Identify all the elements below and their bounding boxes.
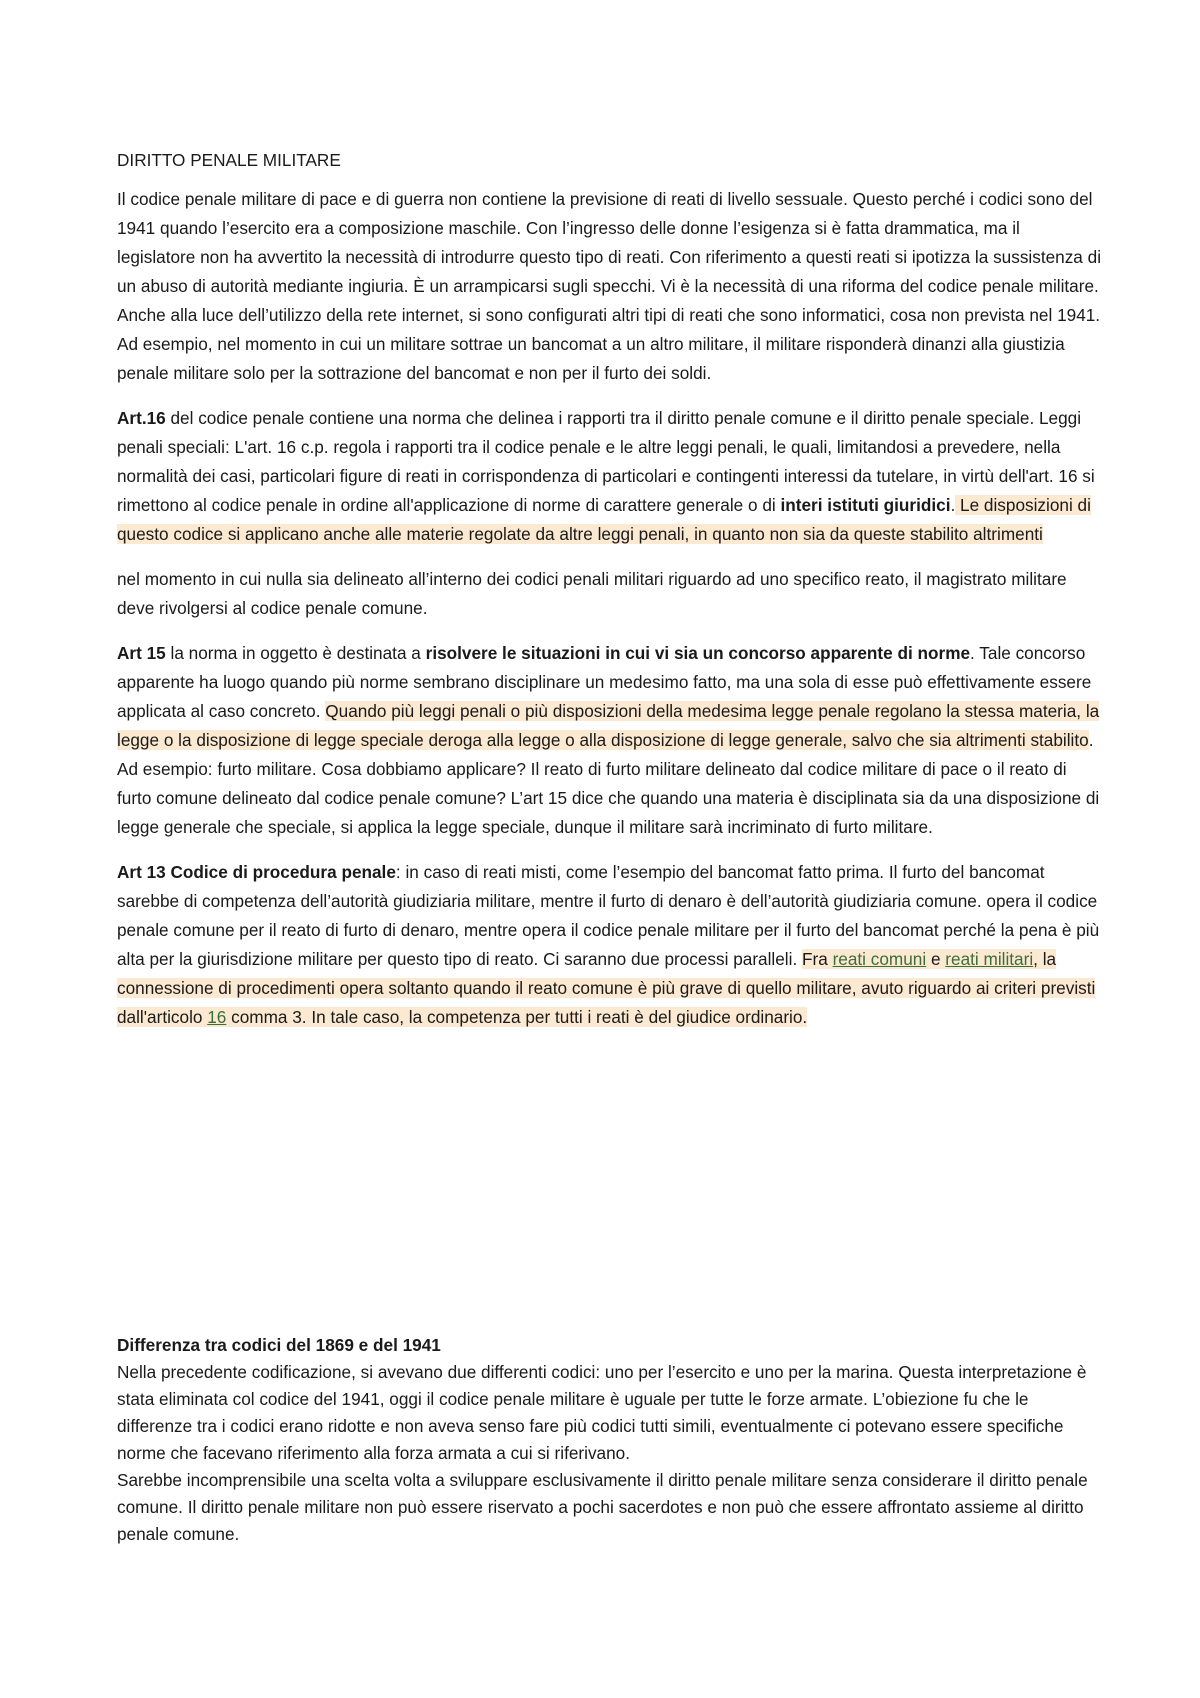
art13-paragraph — [117, 858, 1102, 1032]
document-page — [117, 146, 1102, 1544]
art16-label: Art.16 — [117, 408, 166, 428]
intro-paragraph: Il codice penale militare di pace e di guerra non contiene la previsione di reati di livello sessuale. Questo perché i codici sono del 1941 quando l’esercito era a composizione maschile. Con l’ingresso delle donne l’esigenza si è fatta drammatica, ma il legislatore non ha avvertito la necessità di introdurre questo tipo di reati. Con riferimento a questi reati si ipotizza la sussistenza di un abuso di autorità mediante ingiuria. È un arrampicarsi sugli specchi. Vi è la necessità di una riforma del codice penale militare. Anche alla luce dell’utilizzo della rete internet, si sono configurati altri tipi di reati che sono informatici, cosa non prevista nel 1941. Ad esempio, nel momento in cui un militare sottrae un bancomat a un altro militare, il militare risponderà dinanzi alla giustizia penale militare solo per la sottrazione del bancomat e non per il furto dei soldi. — [117, 189, 1102, 383]
differenza-section — [117, 1332, 1102, 1548]
link-reati-militari[interactable]: reati militari — [945, 949, 1034, 969]
differenza-paragraph-1: Nella precedente codificazione, si avevano due differenti codici: uno per l’esercito e uno per la marina. Questa interpretazione è stata eliminata col codice del 1941, oggi il codice penale militare è uguale per tutte le forze armate. L’obiezione fu che le differenze tra i codici erano ridotte e non aveva senso fare più codici tutti simili, eventualmente ci potevano essere specifiche norme che facevano riferimento alla forza armata a cui si riferivano. — [117, 1362, 1087, 1463]
art15-paragraph — [117, 639, 1102, 842]
art15-text: la norma in oggetto è destinata a — [165, 643, 426, 663]
art13-hl-1: Fra — [802, 949, 833, 969]
art15-label: Art 15 — [117, 643, 166, 663]
link-reati-comuni[interactable]: reati comuni — [832, 949, 927, 969]
art15-highlight: Quando più leggi penali o più disposizioni della medesima legge penale regolano la stessa materia, la legge o la disposizione di legge speciale deroga alla legge o alla disposizione di legge generale, salvo che sia altrimenti stabilito — [117, 701, 1100, 750]
differenza-paragraph-2: Sarebbe incomprensibile una scelta volta a sviluppare esclusivamente il diritto penale militare senza considerare il diritto penale comune. Il diritto penale militare non può essere riservato a pochi sacerdotes e non può che essere affrontato assieme al diritto penale comune. — [117, 1470, 1088, 1544]
art16-paragraph — [117, 404, 1102, 549]
art13-text: : in caso di reati misti, come l’esempio del bancomat fatto prima. Il furto del bancomat sarebbe di competenza dell’autorità giudiziaria militare, mentre il furto di denaro è dell’autorità giudiziaria comune. opera il codice penale comune per il reato di furto di denaro, mentre opera il codice penale militare per il furto del bancomat perché la pena è più alta per la giurisdizione militare per questo tipo di reato. Ci saranno due processi paralleli. — [117, 862, 1100, 969]
art16-bold: interi istituti giuridici — [780, 495, 951, 515]
art13-hl-4: comma 3. In tale caso, la competenza per tutti i reati è del giudice ordinario. — [226, 1007, 808, 1027]
differenza-heading: Differenza tra codici del 1869 e del 1941 — [117, 1335, 441, 1355]
art16-highlight: Le disposizioni di questo codice si applicano anche alle materie regolate da altre leggi penali, in quanto non sia da queste stabilito altrimenti — [117, 495, 1091, 544]
art16-text: del codice penale contiene una norma che delinea i rapporti tra il diritto penale comune e il diritto penale speciale. Leggi penali speciali: L'art. 16 c.p. regola i rapporti tra il codice penale e le altre leggi penali, le quali, limitandosi a prevedere, nella normalità dei casi, particolari figure di reati in corrispondenza di particolari e contingenti interessi da tutelare, in virtù dell'art. 16 si rimettono al codice penale in ordine all'applicazione di norme di carattere generale o di — [117, 408, 1095, 515]
art15-text-2: . Tale concorso apparente ha luogo quando più norme sembrano disciplinare un medesimo fatto, ma una sola di esse può effettivamente essere applicata al caso concreto. — [117, 643, 1092, 721]
art16-followup-paragraph: nel momento in cui nulla sia delineato all’interno dei codici penali militari riguardo ad uno specifico reato, il magistrato militare deve rivolgersi al codice penale comune. — [117, 569, 1067, 618]
link-articolo-16[interactable]: 16 — [207, 1007, 227, 1027]
art15-bold: risolvere le situazioni in cui vi sia un concorso apparente di norme — [425, 643, 971, 663]
art16-dot: . — [950, 495, 956, 515]
document-title: DIRITTO PENALE MILITARE — [117, 150, 341, 170]
art13-hl-2: e — [926, 949, 946, 969]
art13-hl-3: , la connessione di procedimenti opera soltanto quando il reato comune è più grave di quello militare, avuto riguardo ai criteri previsti dall'articolo — [117, 949, 1096, 1027]
art15-text-3: . Ad esempio: furto militare. Cosa dobbiamo applicare? Il reato di furto militare delineato dal codice militare di pace o il reato di furto comune delineato dal codice penale comune? L’art 15 dice che quando una materia è disciplinata sia da una disposizione di legge generale che speciale, si applica la legge speciale, dunque il militare sarà incriminato di furto militare. — [117, 730, 1100, 837]
art13-label: Art 13 Codice di procedura penale — [117, 862, 396, 882]
